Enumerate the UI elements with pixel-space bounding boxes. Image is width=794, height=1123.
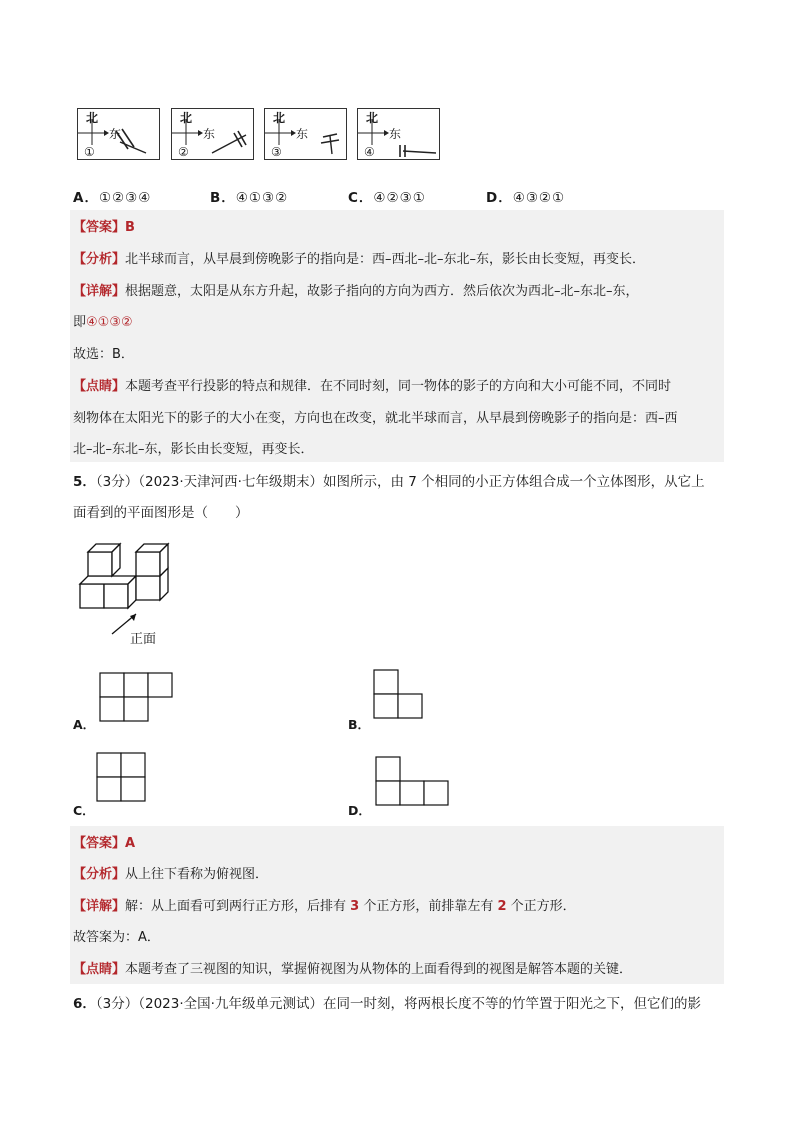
comment-line: 【点睛】本题考查平行投影的特点和规律．在不同时刻，同一物体的影子的方向和大小可能不同，不同时 — [73, 379, 672, 394]
detail-line-2: 即④①③② — [73, 315, 133, 330]
north-label: 北 — [180, 111, 193, 125]
option-a-figure — [99, 672, 175, 724]
option-c: C．④②③① — [348, 190, 426, 206]
east-label: 东 — [203, 127, 216, 141]
option-d-figure — [375, 756, 451, 808]
analysis-line: 【分析】从上往下看称为俯视图． — [73, 867, 269, 882]
panel-number: ① — [84, 145, 95, 159]
option-c-figure — [96, 752, 148, 804]
east-label: 东 — [109, 127, 122, 141]
option-b-label: B． — [348, 717, 371, 732]
detail-line: 【详解】解：从上面看可到两行正方形，后排有 3 个正方形，前排靠左有 2 个正方形． — [73, 899, 576, 914]
answer-line: 【答案】A — [73, 836, 136, 851]
north-label: 北 — [273, 111, 286, 125]
option-b: B．④①③② — [210, 190, 289, 206]
choice-line: 故选：B． — [73, 347, 134, 362]
shadow-panel-4 — [357, 108, 440, 160]
question-5-stem-2: 面看到的平面图形是（ ） — [73, 505, 249, 521]
front-label: 正面 — [130, 632, 157, 647]
shadow-panel-2 — [171, 108, 254, 160]
option-d: D．④③②① — [486, 190, 566, 206]
north-label: 北 — [86, 111, 99, 125]
shadow-panel-3 — [264, 108, 347, 160]
comment-line-2: 刻物体在太阳光下的影子的大小在变，方向也在改变，就北半球而言，从早晨到傍晚影子的指向是：西–西 — [73, 411, 678, 426]
analysis-line: 【分析】北半球而言，从早晨到傍晚影子的指向是：西–西北–北–东北–东，影长由长变短，再变长． — [73, 252, 646, 267]
option-d-label: D． — [348, 803, 371, 818]
option-b-figure — [373, 669, 425, 721]
panel-number: ② — [178, 145, 189, 159]
east-label: 东 — [389, 127, 402, 141]
shadow-panel-1 — [77, 108, 160, 160]
east-label: 东 — [296, 127, 309, 141]
option-a: A．①②③④ — [73, 190, 152, 206]
cube-figure — [78, 542, 188, 642]
panel-number: ③ — [271, 145, 282, 159]
option-a-label: A． — [73, 717, 96, 732]
detail-line: 【详解】根据题意，太阳是从东方升起，故影子指向的方向为西方．然后依次为西北–北–东北–东， — [73, 284, 639, 299]
north-label: 北 — [366, 111, 379, 125]
question-6-stem: 6．（3分）（2023·全国·九年级单元测试）在同一时刻，将两根长度不等的竹竿置于阳光之下，但它们的影 — [73, 996, 701, 1012]
comment-line-3: 北–北–东北–东，影长由长变短，再变长． — [73, 442, 314, 457]
option-c-label: C． — [73, 803, 95, 818]
comment-line: 【点睛】本题考查了三视图的知识，掌握俯视图为从物体的上面看得到的视图是解答本题的关键． — [73, 962, 633, 977]
answer-line: 【答案】B — [73, 220, 135, 235]
panel-number: ④ — [364, 145, 375, 159]
question-5-stem: 5．（3分）（2023·天津河西·七年级期末）如图所示，由 7 个相同的小正方体组合成一个立体图形，从它上 — [73, 474, 705, 490]
choice-line: 故答案为：A． — [73, 930, 160, 945]
